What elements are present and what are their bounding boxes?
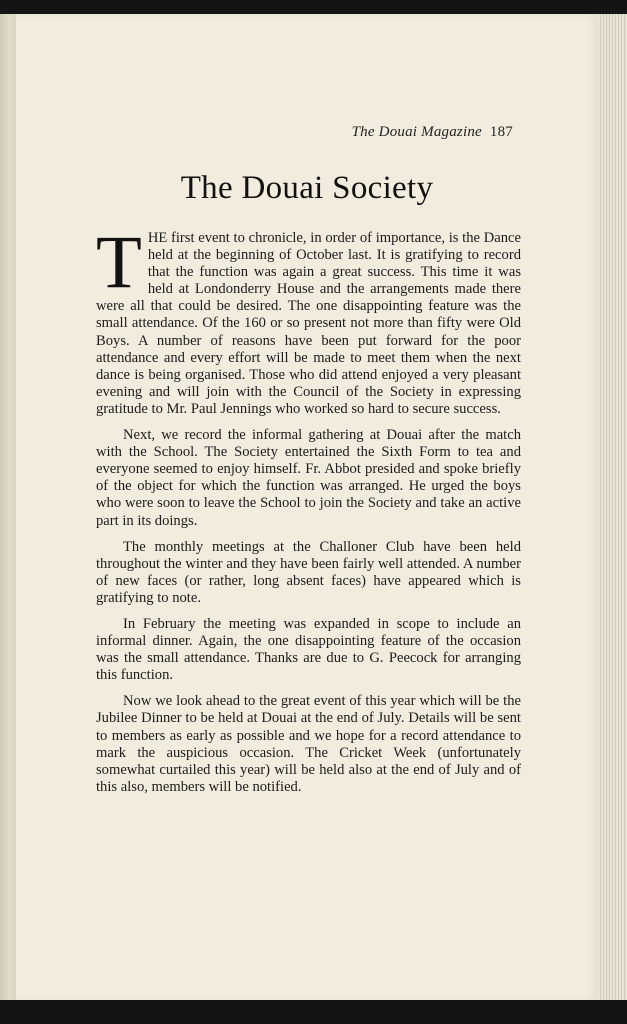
paragraph-1-text: HE first event to chronicle, in order of importance, is the Dance held at the beginning of October last. It is gratifying to record that the function was again a great success. This time it was held at Londonderry House and the arrangements made there were all that could be desired. The one disappointing feature was the small attendance. Of the 160 or so present not more than fifty were Old Boys. A number of reasons have been put forward for the poor attendance and every effort will be made to meet them when the next dance is being organised. Those who did attend enjoyed a very pleasant evening and will join with the Council of the Society in expressing gratitude to Mr. Paul Jennings who worked so hard to secure success. bbox=[96, 230, 521, 417]
page-number: 187 bbox=[489, 124, 513, 140]
paragraph-1 bbox=[96, 221, 521, 418]
paragraph-2: Next, we record the informal gathering at Douai after the match with the School. The Society entertained the Sixth Form to tea and everyone seemed to enjoy himself. Fr. Abbot presided and spoke briefly of the object for which the function was arranged. He urged the boys who were soon to leave the School to join the Society and take an active part in its doings. bbox=[96, 427, 521, 529]
drop-cap: T bbox=[96, 221, 142, 304]
magazine-name: The Douai Magazine bbox=[351, 124, 482, 140]
running-head bbox=[352, 124, 513, 141]
paragraph-4: In February the meeting was expanded in scope to include an informal dinner. Again, the one disappointing feature of the occasion was the small attendance. Thanks are due to G. Peecock for arranging this function. bbox=[96, 615, 521, 684]
scan-border-bottom bbox=[0, 1000, 627, 1024]
page-gutter bbox=[0, 14, 16, 1004]
paragraph-5: Now we look ahead to the great event of this year which will be the Jubilee Dinner to be held at Douai at the end of July. Details will be sent to members as early as possible and we hope for a record attendance to mark the auspicious occasion. The Cricket Week (unfortunately somewhat curtailed this year) will be held also at the end of July and of this also, members will be notified. bbox=[96, 693, 521, 795]
paragraph-3: The monthly meetings at the Challoner Club have been held throughout the winter and they have been fairly well attended. A number of new faces (or rather, long absent faces) have appeared which is gratifying to note. bbox=[96, 538, 521, 606]
article-body bbox=[96, 221, 521, 805]
page-fore-edge bbox=[598, 14, 627, 1004]
article-title: The Douai Society bbox=[180, 170, 434, 206]
